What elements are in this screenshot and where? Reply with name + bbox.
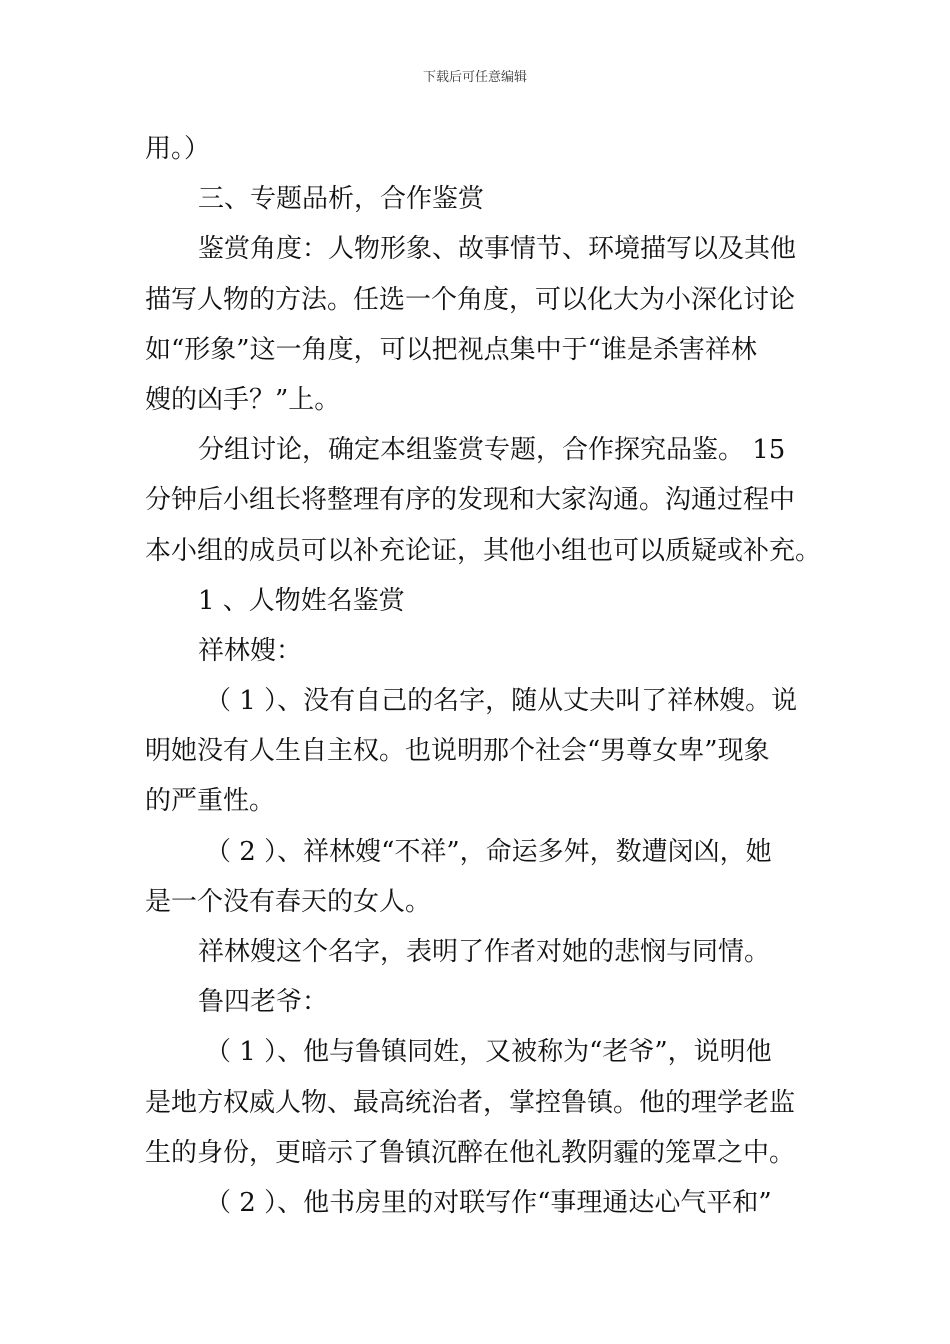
text-line: 是地方权威人物、最高统治者，掌控鲁镇。他的理学老监 <box>145 1087 796 1118</box>
text-line: 鉴赏角度：人物形象、故事情节、环境描写以及其他 <box>198 234 797 265</box>
text-line: 的严重性。 <box>145 786 276 817</box>
text-line: 是一个没有春天的女人。 <box>145 886 432 917</box>
text-line: 嫂的凶手？”上。 <box>145 384 341 415</box>
text-line: 明她没有人生自主权。也说明那个社会“男尊女卑”现象 <box>145 736 770 767</box>
text-line: 用。） <box>145 134 211 164</box>
text-line: 分钟后小组长将整理有序的发现和大家沟通。沟通过程中 <box>145 485 796 516</box>
character-name-heading: 鲁四老爷： <box>198 987 329 1018</box>
document-body <box>145 124 822 1228</box>
text-line: 祥林嫂这个名字，表明了作者对她的悲悯与同情。 <box>198 937 771 967</box>
section-heading: 三、专题品析，合作鉴赏 <box>198 184 485 215</box>
text-line: （ 2 ）、祥林嫂“不祥”，命运多舛，数遭闵凶，她 <box>205 836 772 867</box>
text-line: 如“形象”这一角度，可以把视点集中于“谁是杀害祥林 <box>145 334 757 365</box>
page-header: 下载后可任意编辑 <box>422 70 527 85</box>
text-line: 生的身份，更暗示了鲁镇沉醉在他礼教阴霾的笼罩之中。 <box>145 1137 796 1168</box>
subsection-heading: 1 、人物姓名鉴赏 <box>198 585 405 616</box>
text-line: （ 1 ）、他与鲁镇同姓，又被称为“老爷”，说明他 <box>205 1037 772 1068</box>
text-line: 分组讨论，确定本组鉴赏专题，合作探究品鉴。 15 <box>198 435 786 466</box>
text-line: 描写人物的方法。任选一个角度，可以化大为小深化讨论 <box>145 284 796 315</box>
character-name-heading: 祥林嫂： <box>198 635 303 666</box>
text-line: （ 2 ）、他书房里的对联写作“事理通达心气平和” <box>205 1187 772 1218</box>
text-line: （ 1 ）、没有自己的名字，随从丈夫叫了祥林嫂。说 <box>205 686 798 717</box>
text-line: 本小组的成员可以补充论证，其他小组也可以质疑或补充。 <box>145 535 822 566</box>
